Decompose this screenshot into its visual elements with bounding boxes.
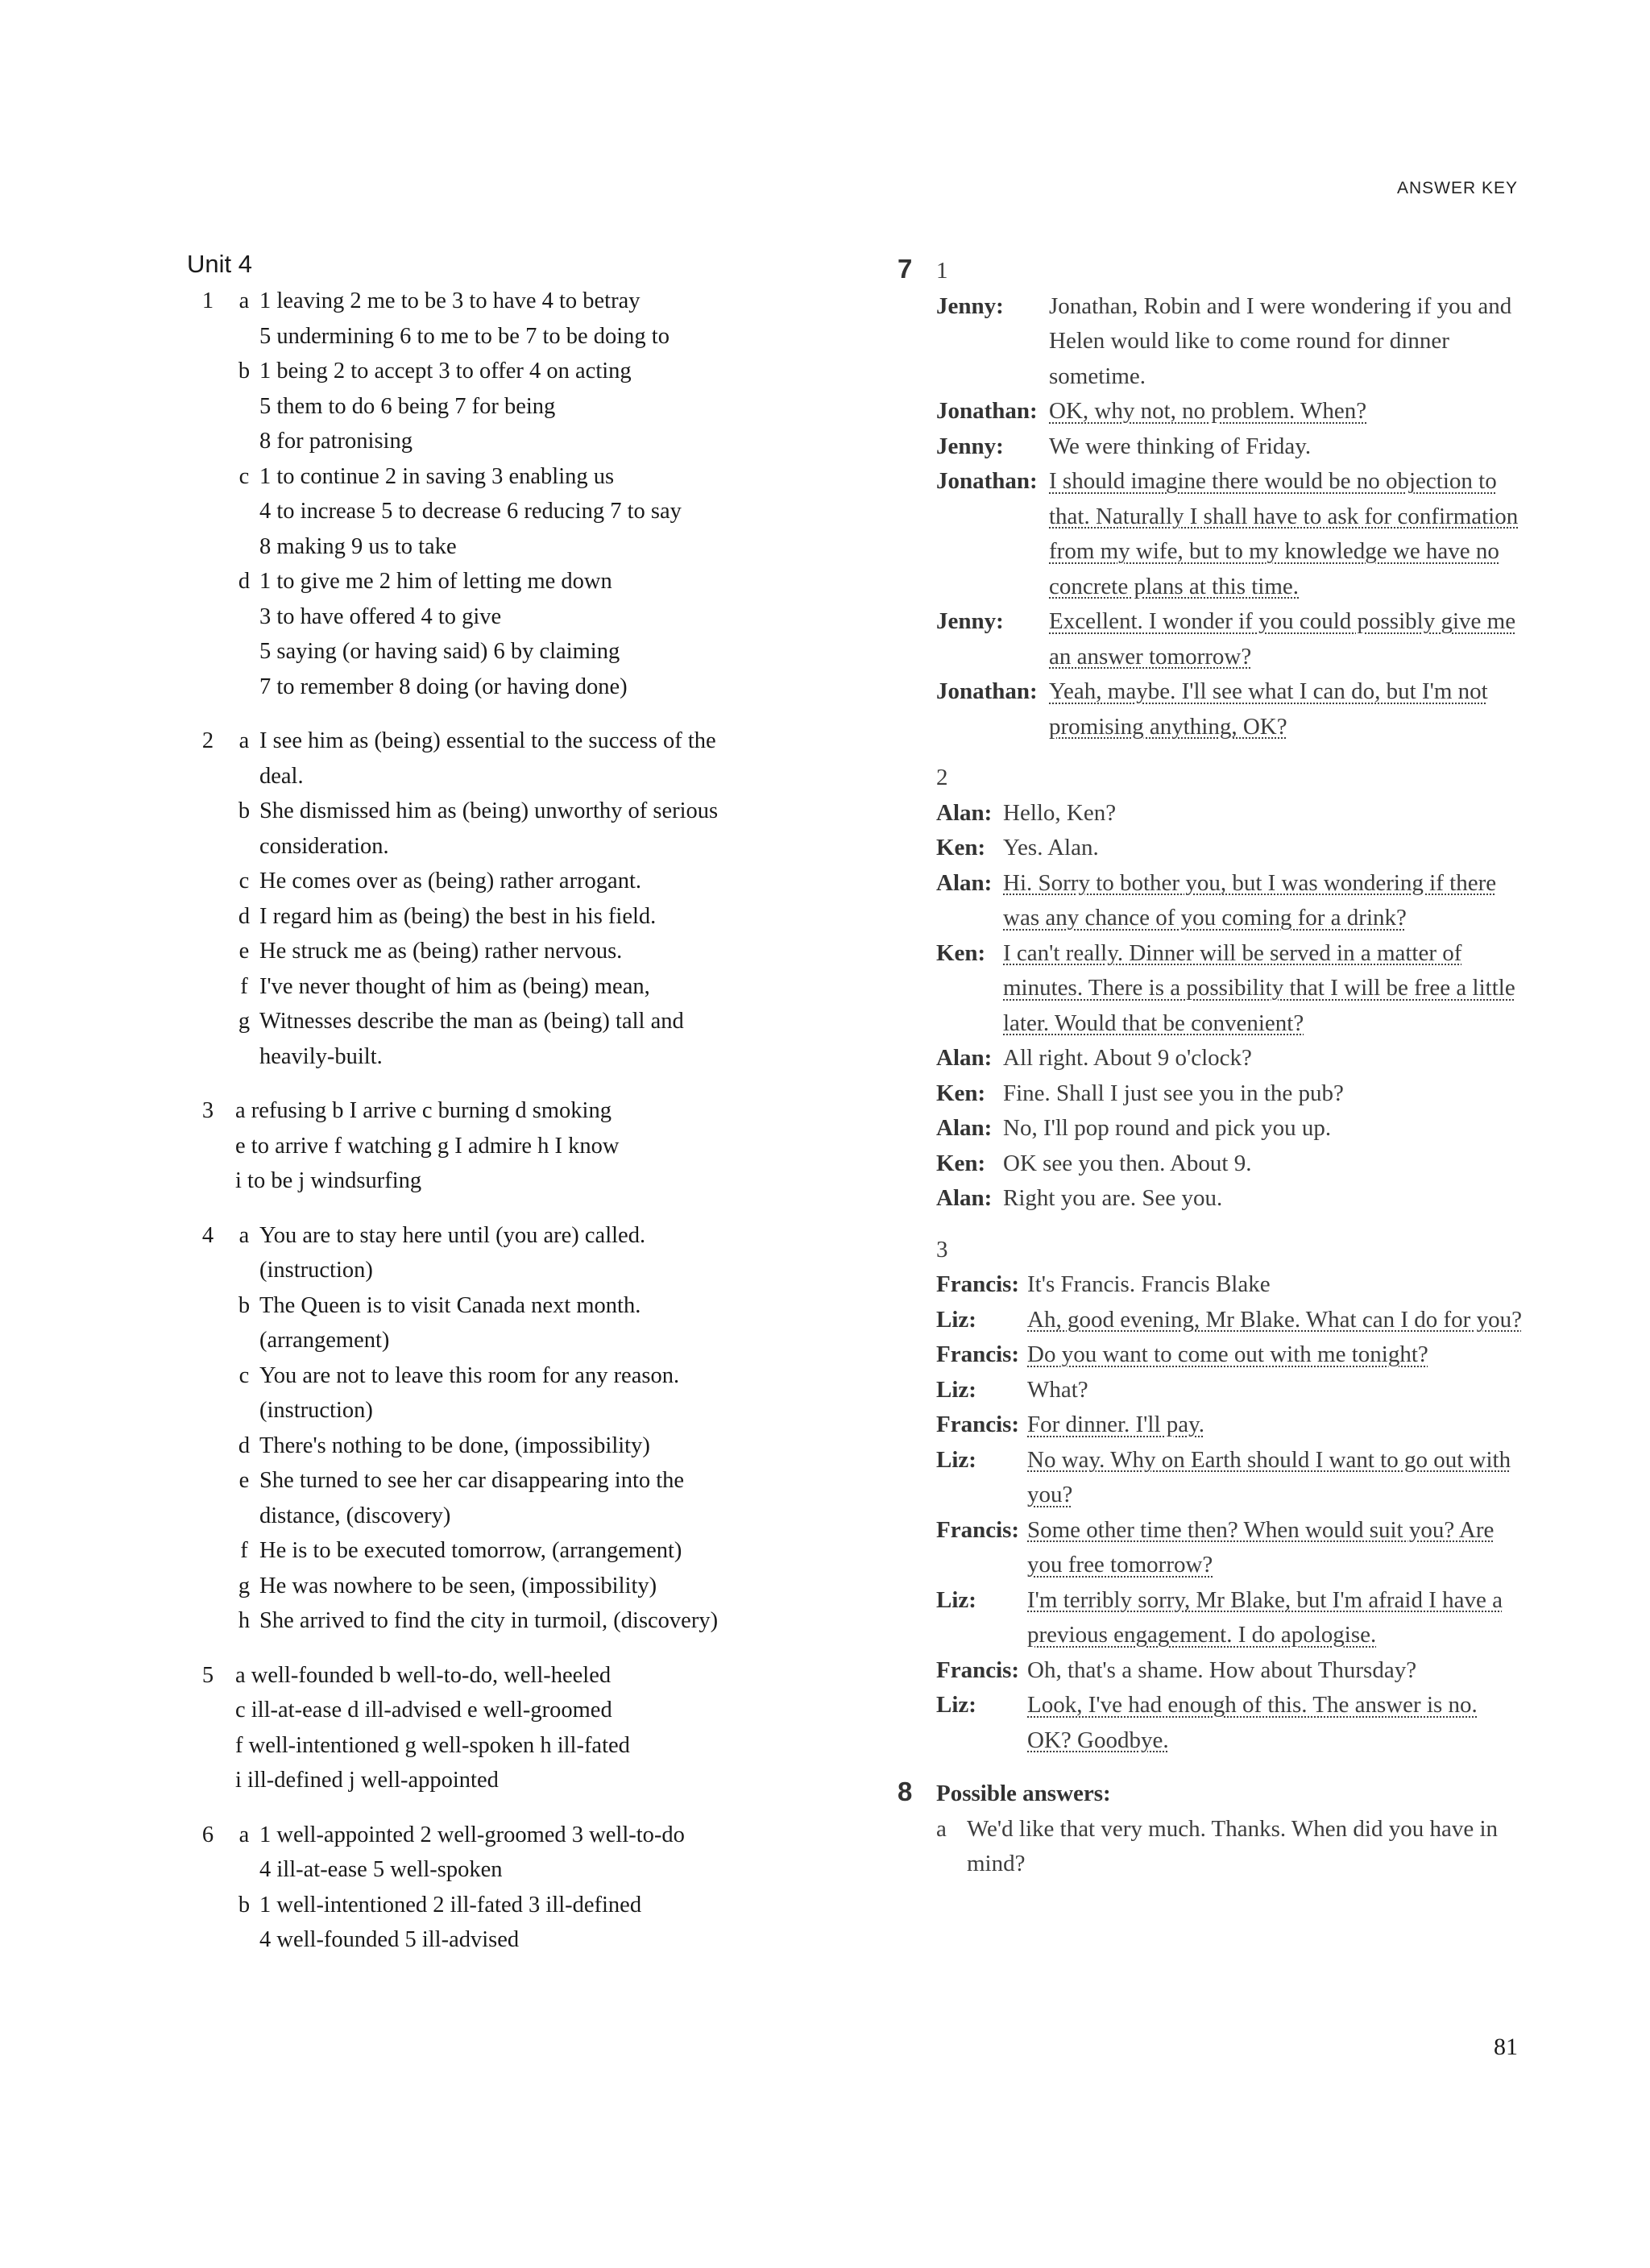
unit-title: Unit 4 xyxy=(187,250,252,278)
answer-line: 4 to increase 5 to decrease 6 reducing 7 to say xyxy=(259,499,682,524)
speaker-name: Alan: xyxy=(936,1115,993,1141)
utterance: OK see you then. About 9. xyxy=(1003,1150,1252,1176)
answer-line: 3 to have offered 4 to give xyxy=(259,603,502,629)
exercise-6: 6 a 1 well-appointed 2 well-groomed 3 well-to-do 4 ill-at-ease 5 well-spoken b 1 well-intentioned 2 ill-fated 3 ill-defined 4 well-founded 5 ill-advised xyxy=(187,1818,831,1958)
dialogue-line xyxy=(936,464,1526,604)
utterance: I should imagine there would be no objection to that. Naturally I shall have to ask for confirmation from my wife, but to my knowledge we have no concrete plans at this time. xyxy=(1049,468,1519,599)
answer-line: 7 to remember 8 doing (or having done) xyxy=(259,674,628,699)
answer-line: 4 well-founded 5 ill-advised xyxy=(259,1927,520,1952)
answer-line: (instruction) xyxy=(259,1398,373,1423)
speaker-name: Liz: xyxy=(936,1692,976,1718)
utterance: What? xyxy=(1027,1376,1088,1403)
answer-line: a well-founded b well-to-do, well-heeled xyxy=(235,1662,611,1688)
speaker-name: Jonathan: xyxy=(936,678,1038,704)
speaker-name: Francis: xyxy=(936,1656,1020,1683)
exercise-number: 6 xyxy=(201,1822,214,1847)
utterance: Fine. Shall I just see you in the pub? xyxy=(1003,1080,1344,1106)
answer-line: The Queen is to visit Canada next month. xyxy=(259,1292,641,1318)
exercise-1: 1 a 1 leaving 2 me to be 3 to have 4 to betray 5 undermining 6 to me to be 7 to be doing to b 1 being 2 to accept 3 to offer 4 on acting 5 them to do 6 being 7 for being 8 for patronising c 1 to continue 2 in saving 3 enabling us 4 to increase 5 to decrease 6 reducing 7 to say 8 making 9 us to take d 1 to give me 2 him of letting me down 3 to have offered 4 to give 5 saying (or having said) 6 by claiming 7 to remember 8 doing (or having done) xyxy=(187,284,831,704)
answer-line: There's nothing to be done, (impossibility) xyxy=(259,1433,650,1458)
answer-line: 1 well-intentioned 2 ill-fated 3 ill-defined xyxy=(259,1892,642,1918)
dialogue-line xyxy=(936,1583,1526,1653)
section-8 xyxy=(898,1774,1526,1882)
answer-line: 5 undermining 6 to me to be 7 to be doing to xyxy=(259,323,670,349)
utterance: We were thinking of Friday. xyxy=(1049,433,1312,459)
answer-line: She turned to see her car disappearing into the xyxy=(259,1468,685,1493)
left-column xyxy=(187,248,831,1977)
dialogue-2 xyxy=(936,796,1526,1217)
speaker-name: Ken: xyxy=(936,1080,986,1106)
exercise-number: 4 xyxy=(201,1222,214,1248)
answer-line: I see him as (being) essential to the success of the xyxy=(259,728,716,753)
speaker-name: Liz: xyxy=(936,1306,976,1333)
dialogue-3 xyxy=(936,1267,1526,1758)
section-number: 7 xyxy=(898,254,913,284)
answer-line: e to arrive f watching g I admire h I know xyxy=(235,1133,620,1159)
answer-line: consideration. xyxy=(259,833,389,859)
answer-line: You are to stay here until (you are) called. xyxy=(259,1222,646,1248)
dialogue-line xyxy=(936,1513,1526,1583)
answer-text: We'd like that very much. Thanks. When did you have in mind? xyxy=(967,1815,1498,1876)
answer-line: 1 well-appointed 2 well-groomed 3 well-to-do xyxy=(259,1822,685,1847)
utterance: No way. Why on Earth should I want to go out with you? xyxy=(1027,1446,1511,1507)
exercise-2: 2 a I see him as (being) essential to the success of the deal. b She dismissed him as (being) unworthy of serious consideration. c He comes over as (being) rather arrogant. d I regard him as (being) the best in his field. e He struck me as (being) rather nervous. f I've never thought of him as (being) mean, g Witnesses describe the man as (being) tall and heavily-built. xyxy=(187,724,831,1074)
utterance: Excellent. I wonder if you could possibly give me an answer tomorrow? xyxy=(1049,608,1516,670)
answer-line: i to be j windsurfing xyxy=(235,1168,422,1193)
speaker-name: Liz: xyxy=(936,1376,976,1403)
dialogue-line xyxy=(936,1303,1526,1338)
answer-line: She arrived to find the city in turmoil, (discovery) xyxy=(259,1608,719,1633)
exercise-number: 3 xyxy=(201,1098,214,1123)
answer-line: c ill-at-ease d ill-advised e well-groomed xyxy=(235,1698,612,1723)
utterance: Jonathan, Robin and I were wondering if you and Helen would like to come round for dinner sometime. xyxy=(1049,292,1512,389)
speaker-name: Alan: xyxy=(936,869,993,896)
dialogue-line xyxy=(936,289,1526,395)
utterance: Hello, Ken? xyxy=(1003,799,1117,826)
dialogue-line xyxy=(936,1408,1526,1443)
answer-line: f well-intentioned g well-spoken h ill-fated xyxy=(235,1732,630,1758)
utterance: Right you are. See you. xyxy=(1003,1185,1223,1211)
dialogue-line xyxy=(936,1181,1526,1217)
answer-line: 4 ill-at-ease 5 well-spoken xyxy=(259,1857,503,1882)
utterance: I can't really. Dinner will be served in a matter of minutes. There is a possibility that I will be free a little later. Would that be convenient? xyxy=(1003,939,1515,1036)
speaker-name: Francis: xyxy=(936,1516,1020,1543)
dialogue-number: 2 xyxy=(936,765,948,790)
dialogue-line xyxy=(936,796,1526,831)
answer-line: i ill-defined j well-appointed xyxy=(235,1768,499,1793)
speaker-name: Jonathan: xyxy=(936,398,1038,424)
utterance: Do you want to come out with me tonight? xyxy=(1027,1341,1428,1367)
dialogue-line xyxy=(936,831,1526,866)
speaker-name: Francis: xyxy=(936,1341,1020,1367)
speaker-name: Liz: xyxy=(936,1586,976,1613)
utterance: Look, I've had enough of this. The answer is no. OK? Goodbye. xyxy=(1027,1692,1478,1753)
utterance: For dinner. I'll pay. xyxy=(1027,1412,1205,1437)
exercise-number: 1 xyxy=(201,288,214,313)
speaker-name: Ken: xyxy=(936,939,986,966)
answer-line: She dismissed him as (being) unworthy of serious xyxy=(259,798,719,823)
answer-line: (arrangement) xyxy=(259,1328,390,1353)
dialogue-number: 3 xyxy=(936,1236,948,1263)
dialogue-line xyxy=(936,1041,1526,1076)
exercise-3 xyxy=(187,1093,831,1199)
speaker-name: Alan: xyxy=(936,1185,993,1211)
utterance: Oh, that's a shame. How about Thursday? xyxy=(1027,1656,1417,1683)
page-number: 81 xyxy=(1494,2034,1518,2060)
utterance: Ah, good evening, Mr Blake. What can I do for you? xyxy=(1027,1306,1522,1333)
exercise-number: 5 xyxy=(201,1662,214,1688)
speaker-name: Alan: xyxy=(936,799,993,826)
speaker-name: Jonathan: xyxy=(936,468,1038,494)
utterance: Yeah, maybe. I'll see what I can do, but I'm not promising anything, OK? xyxy=(1049,678,1488,740)
dialogue-line xyxy=(936,1373,1526,1408)
dialogue-line xyxy=(936,394,1526,429)
speaker-name: Jenny: xyxy=(936,608,1004,634)
dialogue-line xyxy=(936,1337,1526,1373)
answer-letter: a xyxy=(936,1815,947,1842)
speaker-name: Ken: xyxy=(936,835,986,860)
answer-line: He comes over as (being) rather arrogant. xyxy=(259,869,641,894)
answer-line: 5 them to do 6 being 7 for being xyxy=(259,393,556,419)
answer-line: 1 leaving 2 me to be 3 to have 4 to betray xyxy=(259,288,641,313)
speaker-name: Alan: xyxy=(936,1045,993,1071)
dialogue-line xyxy=(936,866,1526,936)
utterance: It's Francis. Francis Blake xyxy=(1027,1271,1271,1297)
answer-line: He was nowhere to be seen, (impossibility) xyxy=(259,1573,657,1598)
utterance: OK, why not, no problem. When? xyxy=(1049,398,1367,424)
answer-line: Witnesses describe the man as (being) tall and xyxy=(259,1009,684,1034)
speaker-name: Liz: xyxy=(936,1446,976,1473)
right-column xyxy=(898,251,1526,1882)
dialogue-line xyxy=(936,1653,1526,1689)
exercise-4: 4 a You are to stay here until (you are) called. (instruction) b The Queen is to visit Canada next month. (arrangement) c You are not to leave this room for any reason. (instruction) d There's nothing to be done, (impossibility) e She turned to see her car disappearing into the distance, (discovery) f He is to be executed tomorrow, (arrangement) g He was nowhere to be seen, (impossibility) h She arrived to find the city in turmoil, (discovery) xyxy=(187,1218,831,1639)
utterance: Yes. Alan. xyxy=(1003,835,1099,860)
answer-line: 8 for patronising xyxy=(259,429,412,454)
speaker-name: Ken: xyxy=(936,1150,986,1176)
speaker-name: Jenny: xyxy=(936,433,1004,459)
answer-line: 1 to continue 2 in saving 3 enabling us xyxy=(259,463,615,489)
header-label: ANSWER KEY xyxy=(1396,179,1518,197)
utterance: Some other time then? When would suit you? Are you free tomorrow? xyxy=(1027,1516,1495,1578)
answer-line: heavily-built. xyxy=(259,1043,383,1069)
dialogue-line xyxy=(936,1076,1526,1112)
exercise-5 xyxy=(187,1658,831,1798)
answer-line: a refusing b I arrive c burning d smoking xyxy=(235,1098,611,1123)
answer-line: He is to be executed tomorrow, (arrangement) xyxy=(259,1538,682,1563)
speaker-name: Francis: xyxy=(936,1412,1020,1437)
answer-line: I regard him as (being) the best in his field. xyxy=(259,903,657,929)
utterance: No, I'll pop round and pick you up. xyxy=(1003,1115,1332,1141)
dialogue-line xyxy=(936,1443,1526,1513)
possible-answers-heading: Possible answers: xyxy=(936,1781,1111,1806)
dialogue-line xyxy=(936,1688,1526,1758)
answer-line: 8 making 9 us to take xyxy=(259,533,457,559)
answer-line: distance, (discovery) xyxy=(259,1503,451,1528)
section-7 xyxy=(898,251,1526,1758)
dialogue-line xyxy=(936,1146,1526,1182)
dialogue-line xyxy=(936,429,1526,465)
dialogue-line xyxy=(936,1267,1526,1303)
dialogue-line xyxy=(936,936,1526,1042)
answer-line: 1 being 2 to accept 3 to offer 4 on acting xyxy=(259,359,632,384)
dialogue-line xyxy=(936,604,1526,674)
dialogue-line xyxy=(936,674,1526,744)
answer-line: 5 saying (or having said) 6 by claiming xyxy=(259,639,620,664)
dialogue-line xyxy=(936,1111,1526,1146)
speaker-name: Francis: xyxy=(936,1271,1020,1297)
answer-line: deal. xyxy=(259,763,304,789)
answer-line: He struck me as (being) rather nervous. xyxy=(259,939,623,964)
speaker-name: Jenny: xyxy=(936,292,1004,319)
answer-line: (instruction) xyxy=(259,1258,373,1283)
dialogue-1 xyxy=(936,289,1526,745)
dialogue-number: 1 xyxy=(936,258,948,284)
answer-line: 1 to give me 2 him of letting me down xyxy=(259,569,612,594)
utterance: Hi. Sorry to bother you, but I was wondering if there was any chance of you coming for a drink? xyxy=(1003,869,1497,931)
section-number: 8 xyxy=(898,1777,913,1806)
answer-line: I've never thought of him as (being) mean, xyxy=(259,973,650,999)
exercise-number: 2 xyxy=(201,728,214,753)
utterance: I'm terribly sorry, Mr Blake, but I'm afraid I have a previous engagement. I do apologise. xyxy=(1027,1586,1503,1648)
answer-line: You are not to leave this room for any reason. xyxy=(259,1362,680,1388)
utterance: All right. About 9 o'clock? xyxy=(1003,1045,1252,1071)
